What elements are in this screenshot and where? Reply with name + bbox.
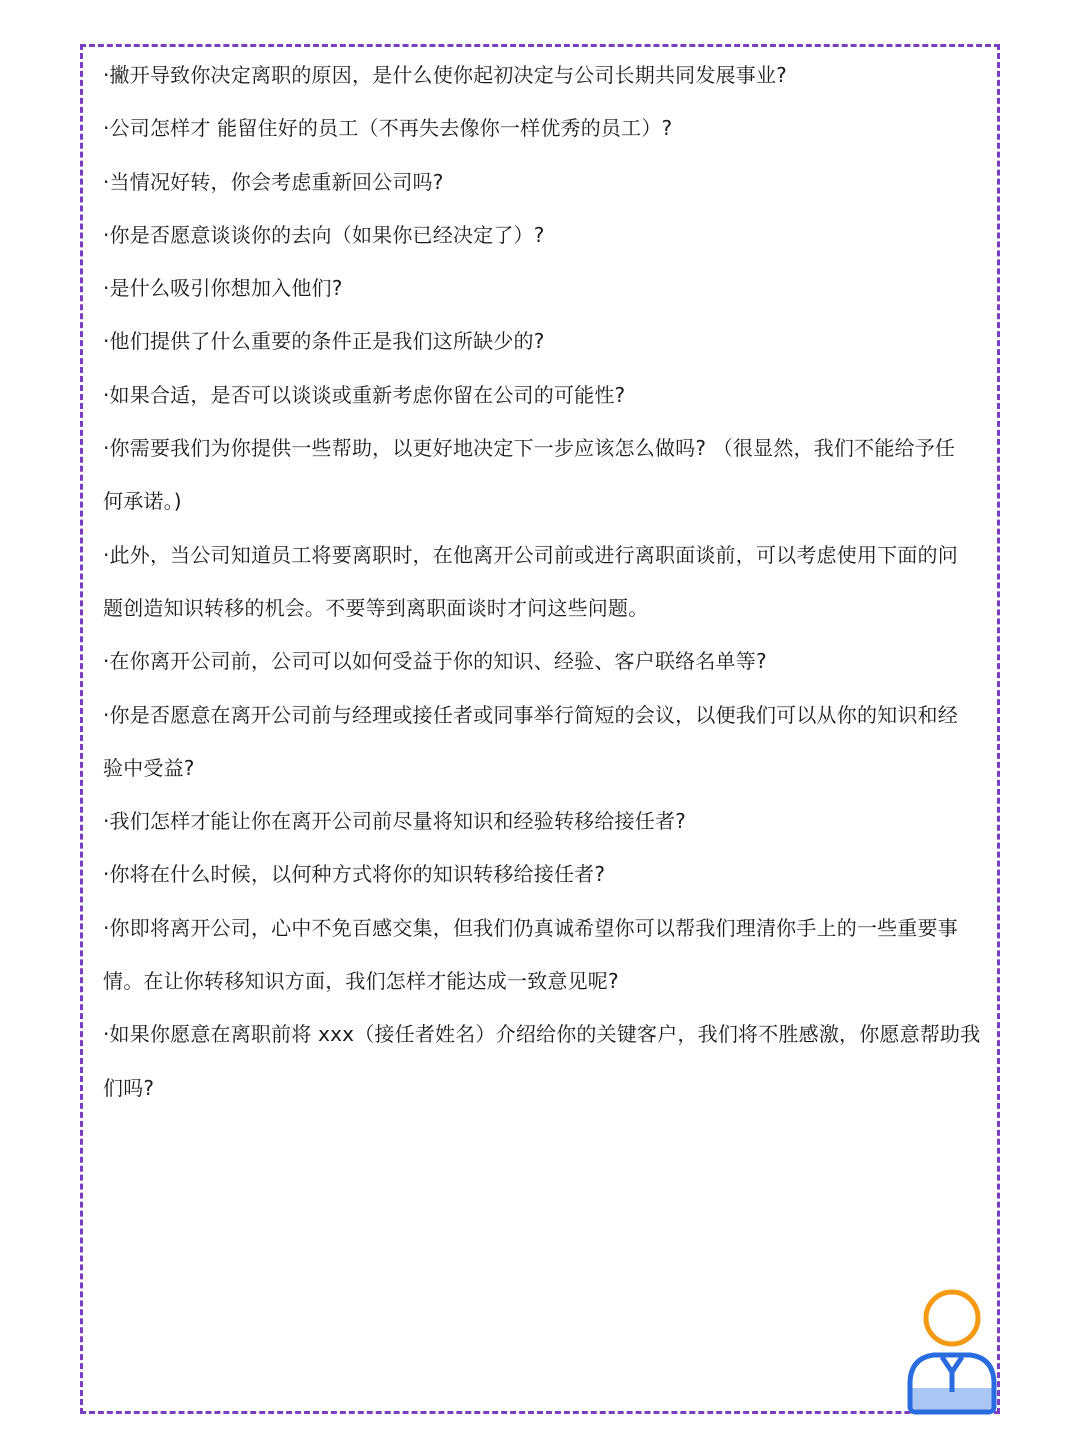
person-icon <box>904 1288 1000 1418</box>
question-line: ·你是否愿意在离开公司前与经理或接任者或同事举行简短的会议，以便我们可以从你的知识和经 <box>103 702 958 727</box>
question-line: ·此外，当公司知道员工将要离职时，在他离开公司前或进行离职面谈前，可以考虑使用下面的问 <box>103 542 958 567</box>
question-line: 何承诺。) <box>103 489 182 514</box>
question-line: ·你需要我们为你提供一些帮助，以更好地决定下一步应该怎么做吗? （很显然，我们不能给予任 <box>103 436 956 461</box>
question-line: 题创造知识转移的机会。不要等到离职面谈时才问这些问题。 <box>103 595 649 620</box>
question-line: ·是什么吸引你想加入他们? <box>103 276 343 301</box>
question-line: ·如果合适，是否可以谈谈或重新考虑你留在公司的可能性? <box>103 382 626 407</box>
question-line: ·当情况好转，你会考虑重新回公司吗? <box>103 169 444 194</box>
question-line: 们吗? <box>103 1075 155 1100</box>
question-line: 验中受益? <box>103 755 195 780</box>
question-line: ·在你离开公司前，公司可以如何受益于你的知识、经验、客户联络名单等? <box>103 649 767 674</box>
question-line: 情。在让你转移知识方面，我们怎样才能达成一致意见呢? <box>103 969 619 994</box>
question-line: ·你是否愿意谈谈你的去向（如果你已经决定了）? <box>103 222 545 247</box>
question-line: ·撇开导致你决定离职的原因，是什么使你起初决定与公司长期共同发展事业? <box>103 63 787 87</box>
question-line: ·如果你愿意在离职前将 xxx（接任者姓名）介绍给你的关键客户，我们将不胜感激，你愿意帮助我 <box>103 1022 981 1047</box>
question-line: ·我们怎样才能让你在离开公司前尽量将知识和经验转移给接任者? <box>103 809 686 834</box>
question-list <box>103 49 983 1115</box>
question-line: ·你即将离开公司，心中不免百感交集，但我们仍真诚希望你可以帮我们理清你手上的一些重要事 <box>103 915 958 940</box>
question-line: ·公司怎样才 能留住好的员工（不再失去像你一样优秀的员工）? <box>103 116 673 141</box>
question-line: ·你将在什么时候，以何种方式将你的知识转移给接任者? <box>103 862 606 887</box>
question-line: ·他们提供了什么重要的条件正是我们这所缺少的? <box>103 329 545 354</box>
